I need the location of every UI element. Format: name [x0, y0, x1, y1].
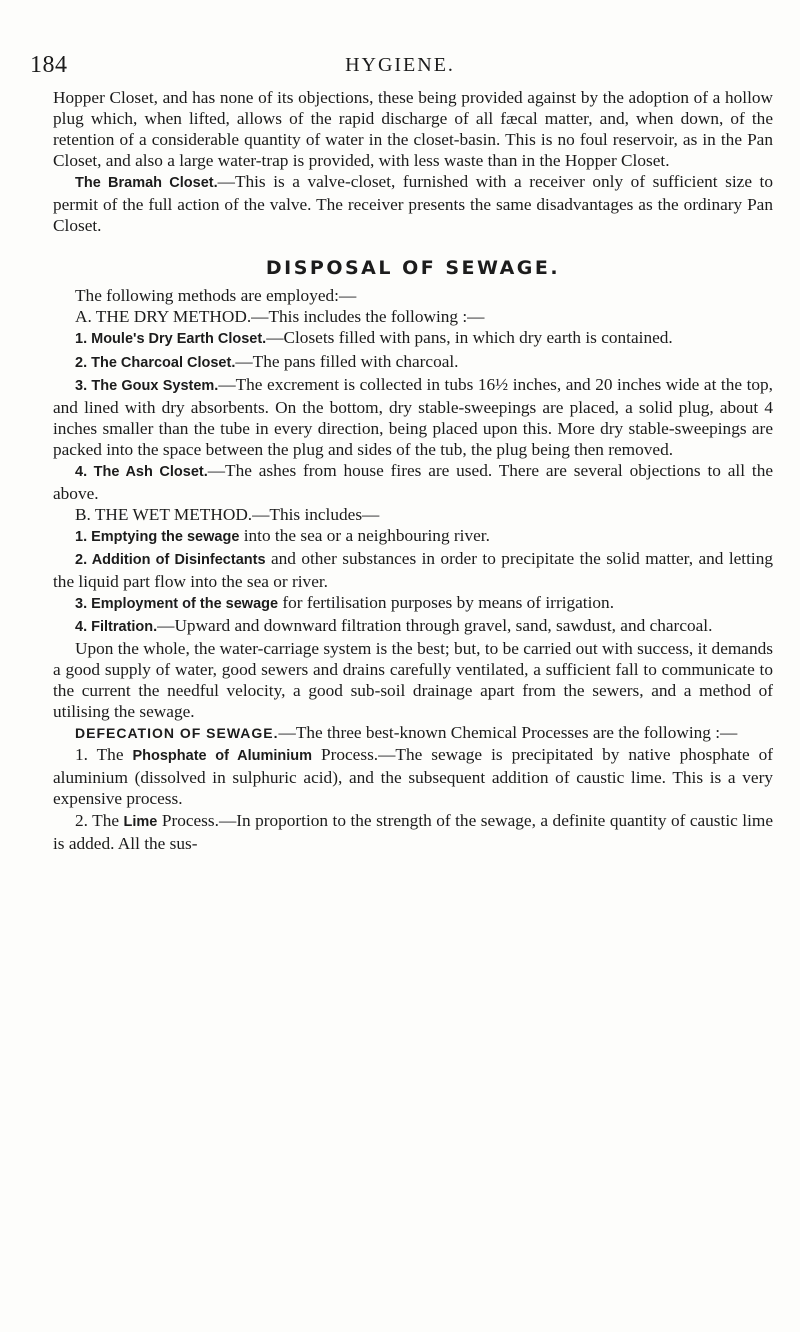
defecation-text: —The three best-known Chemical Processes are the following :— — [278, 723, 738, 743]
dry-method-item-4-label: 4. The Ash Closet. — [75, 463, 208, 480]
wet-method-item-3 — [53, 592, 773, 615]
defecation-heading: DEFECATION OF SEWAGE. — [75, 725, 279, 742]
running-head — [30, 52, 770, 82]
paragraph-water-carriage: Upon the whole, the water-carriage system is the best; but, to be carried out with success, it demands a good supply of water, good sewers and drains carefully ventilated, a sufficient fall to communicate to the current the needful velocity, a good sub-soil drainage apart from the sewers, and a method of utilising the sewage. — [53, 639, 773, 722]
paragraph-hopper-closet: Hopper Closet, and has none of its objections, these being provided against by the adoption of a hollow plug which, when lifted, allows of the rapid discharge of all fæcal matter, and, when down, of the retention of a considerable quantity of water in the closet-basin. This is no foul reservoir, as in the Pan Closet, and also a large water-trap is provided, with less waste than in the Hopper Closet. — [53, 88, 773, 171]
paragraph-bramah-closet — [53, 171, 773, 236]
dry-method-item-3-text: —The excrement is collected in tubs 16½ inches, and 20 inches wide at the top, and lined with dry absorbents. On the bottom, dry stable-sweepings are placed, a solid plug, about 4 inches smaller than the tube in every direction, being placed upon this. More dry stable-sweepings are packed into the space between the plug and sides of the tub, the plug being then removed. — [53, 374, 773, 459]
body-text — [53, 87, 773, 854]
dry-method-item-3-label: 3. The Goux System. — [75, 377, 219, 394]
dry-method-item-2 — [53, 351, 773, 374]
paragraph-methods-intro: The following methods are employed:— — [75, 286, 357, 306]
dry-method-item-1-text: —Closets filled with pans, in which dry earth is contained. — [266, 328, 673, 348]
section-heading-disposal: DISPOSAL OF SEWAGE. — [265, 257, 561, 280]
chemical-process-2-label: Lime — [123, 813, 158, 830]
chemical-process-2-text: Process.—In proportion to the strength of the sewage, a definite quantity of caustic lime is added. All the sus- — [53, 810, 774, 853]
wet-method-item-4 — [53, 615, 773, 638]
dry-method-item-3 — [53, 374, 773, 460]
chemical-process-1-text: Process.—The sewage is precipitated by native phosphate of aluminium (dissolved in sulphuric acid), and the subsequent addition of caustic lime. This is a very expensive process. — [53, 745, 774, 809]
wet-method-item-4-text: —Upward and downward filtration through gravel, sand, sawdust, and charcoal. — [157, 616, 713, 636]
dry-method-item-4 — [53, 460, 773, 504]
bramah-closet-text: —This is a valve-closet, furnished with a receiver only of sufficient size to permit of the full action of the valve. The receiver presents the same disadvantages as the ordinary Pan Closet. — [53, 172, 774, 236]
dry-method-item-4-text: —The ashes from house fires are used. There are several objections to all the above. — [53, 460, 774, 503]
wet-method-item-2-label: 2. Addition of Disinfectants — [75, 551, 266, 568]
dry-method-item-2-text: —The pans filled with charcoal. — [235, 351, 459, 371]
dry-method-item-2-label: 2. The Charcoal Closet. — [75, 354, 236, 371]
wet-method-heading: B. THE WET METHOD.—This includes— — [75, 504, 380, 524]
dry-method-item-1-label: 1. Moule's Dry Earth Closet. — [75, 331, 267, 348]
chemical-process-2-prefix: 2. The — [75, 810, 124, 830]
paragraph-defecation — [53, 722, 773, 744]
page-number: 184 — [30, 52, 68, 78]
wet-method-item-2 — [53, 548, 773, 592]
wet-method-item-2-text: and other substances in order to precipitate the solid matter, and letting the liquid part flow into the sea or river. — [53, 548, 773, 591]
running-title: HYGIENE. — [345, 54, 455, 76]
dry-method-item-1 — [53, 327, 773, 350]
wet-method-item-4-label: 4. Filtration. — [75, 619, 158, 636]
bramah-closet-label: The Bramah Closet. — [75, 175, 218, 192]
wet-method-item-1 — [53, 525, 773, 548]
wet-method-item-3-text: for fertilisation purposes by means of irrigation. — [278, 593, 615, 613]
chemical-process-1-label: Phosphate of Aluminium — [132, 748, 313, 765]
chemical-process-1-prefix: 1. The — [75, 745, 133, 765]
wet-method-item-1-label: 1. Emptying the sewage — [75, 528, 240, 545]
wet-method-item-1-text: into the sea or a neighbouring river. — [239, 525, 490, 545]
chemical-process-1 — [53, 744, 773, 809]
wet-method-item-3-label: 3. Employment of the sewage — [75, 596, 279, 613]
chemical-process-2 — [53, 810, 773, 854]
dry-method-heading: A. THE DRY METHOD.—This includes the following :— — [75, 307, 485, 327]
